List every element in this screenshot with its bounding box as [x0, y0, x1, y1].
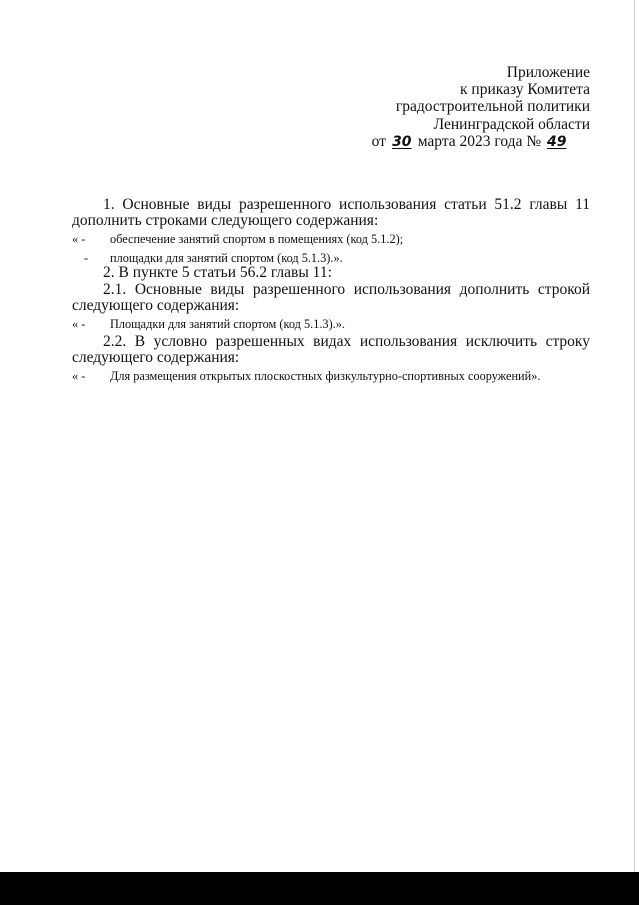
list-item-1 — [72, 230, 590, 249]
list-item-2-mark: - — [84, 250, 89, 265]
appendix-header — [290, 64, 590, 151]
date-prefix: от — [371, 132, 386, 150]
list-item-4-text: Для размещения открытых плоскостных физкультурно-спортивных сооружений». — [110, 368, 541, 383]
scan-edge-line — [634, 0, 635, 872]
list-item-2-text: площадки для занятий спортом (код 5.1.3).». — [110, 250, 343, 265]
scan-bottom-border — [0, 872, 639, 905]
paragraph-2: 2. В пункте 5 статьи 56.2 главы 11: — [103, 264, 332, 281]
header-appendix-label: Приложение — [506, 64, 590, 81]
header-order-reference: к приказу Комитета — [460, 81, 590, 99]
paragraph-2-1: 2.1. Основные виды разрешенного использования дополнить строкой следующего содержания: — [72, 281, 590, 314]
list-item-4 — [72, 367, 590, 386]
date-month-year: марта 2023 года № — [417, 132, 542, 150]
paragraph-1: 1. Основные виды разрешенного использования статьи 51.2 главы 11 дополнить строками следующего содержания: — [72, 196, 590, 229]
list-item-1-text: обеспечение занятий спортом в помещениях (код 5.1.2); — [110, 232, 404, 246]
paragraph-2-2: 2.2. В условно разрешенных видах использования исключить строку следующего содержания: — [72, 332, 590, 366]
list-item-4-mark: « - — [72, 368, 86, 383]
header-committee-name: градостроительной политики — [395, 98, 590, 116]
header-region-name: Ленинградской области — [433, 115, 590, 133]
date-day-field — [390, 133, 414, 151]
document-body — [72, 197, 590, 385]
header-date-line — [290, 133, 590, 151]
order-number-field — [545, 133, 590, 151]
list-item-3 — [72, 315, 590, 334]
order-number-handwritten: 49 — [547, 133, 567, 150]
date-day-handwritten: 30 — [392, 133, 412, 150]
list-item-1-mark: « - — [72, 232, 86, 246]
list-item-3-mark: « - — [72, 317, 86, 331]
list-item-3-text: Площадки для занятий спортом (код 5.1.3).». — [110, 317, 345, 331]
